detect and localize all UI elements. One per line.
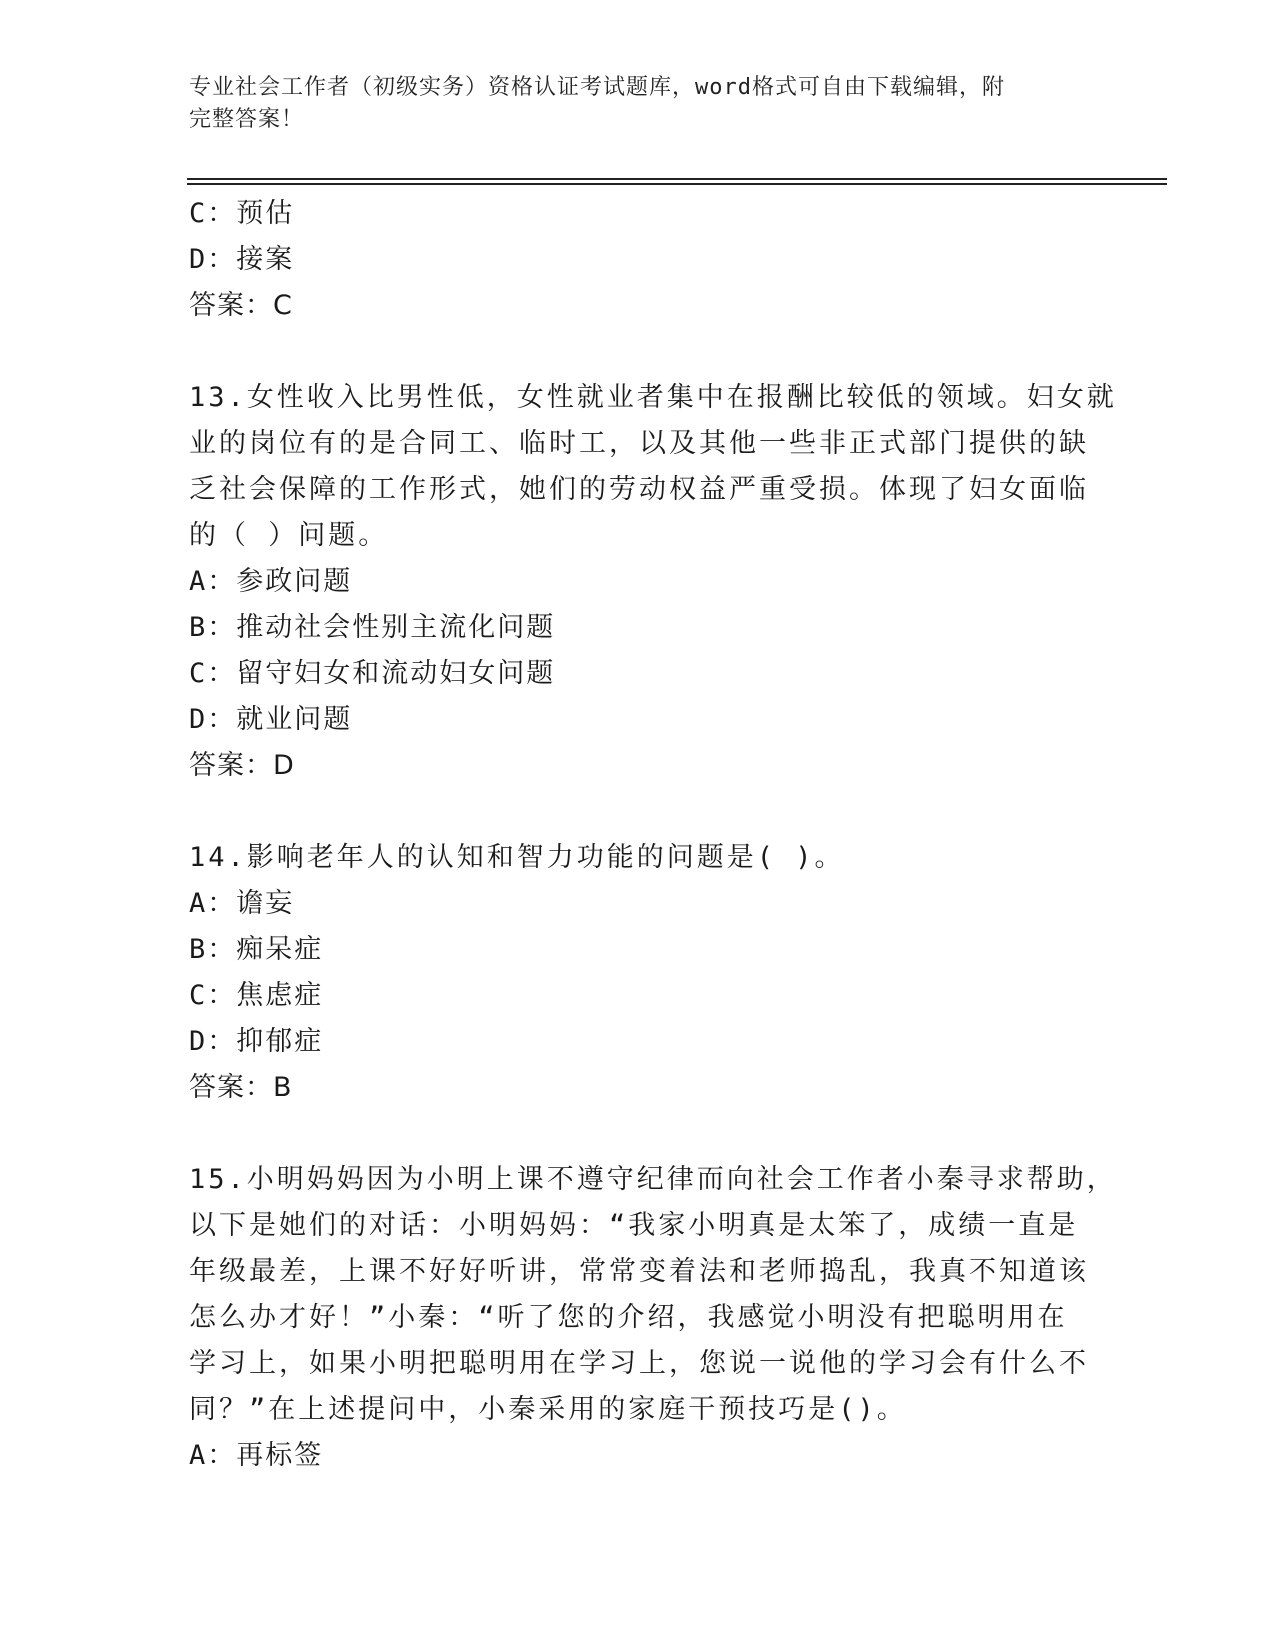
option-a: A：谵妄 [189,888,295,919]
spacer [189,789,1089,835]
option-c: C：留守妇女和流动妇女问题 [189,658,556,689]
question-15 [189,1157,1117,1479]
question-line: 业的岗位有的是合同工、临时工，以及其他一些非正式部门提供的缺 [189,428,1089,459]
question-line: 怎么办才好！”小秦：“听了您的介绍，我感觉小明没有把聪明用在 [189,1302,1068,1333]
option-b: B：痴呆症 [189,934,324,965]
header-divider-bottom [187,183,1167,185]
question-line: 以下是她们的对话：小明妈妈：“我家小明真是太笨了，成绩一直是 [189,1210,1079,1241]
question-text [189,1157,1117,1433]
option-b: B：推动社会性别主流化问题 [189,612,556,643]
option-a: A：参政问题 [189,566,353,597]
answer-line: 答案：B [189,1072,293,1103]
question-13 [189,375,1117,789]
question-text [189,375,1117,559]
header-divider-top [187,178,1167,180]
question-line: 13.女性收入比男性低，女性就业者集中在报酬比较低的领域。妇女就 [189,382,1117,413]
question-12 [189,191,1089,329]
question-line: 15.小明妈妈因为小明上课不遵守纪律而向社会工作者小秦寻求帮助， [189,1164,1117,1195]
option-d: D：抑郁症 [189,1026,324,1057]
question-line: 学习上，如果小明把聪明用在学习上，您说一说他的学习会有什么不 [189,1348,1089,1379]
page-header [189,72,1069,136]
header-line-2: 完整答案！ [189,107,305,132]
question-line: 的（ ）问题。 [189,520,389,551]
question-text [189,835,1089,881]
header-line-1: 专业社会工作者（初级实务）资格认证考试题库，word格式可自由下载编辑，附 [189,75,1005,100]
option-a: A：再标签 [189,1440,324,1471]
question-14 [189,835,1089,1111]
spacer [189,1111,1089,1157]
question-line: 同？”在上述提问中，小秦采用的家庭干预技巧是()。 [189,1394,907,1425]
question-line: 年级最差，上课不好好听讲，常常变着法和老师捣乱，我真不知道该 [189,1256,1089,1287]
option-c: C：预估 [189,198,295,229]
answer-line: 答案：C [189,290,293,321]
spacer [189,329,1089,375]
option-d: D：就业问题 [189,704,353,735]
question-line: 乏社会保障的工作形式，她们的劳动权益严重受损。体现了妇女面临 [189,474,1089,505]
option-c: C：焦虑症 [189,980,324,1011]
question-line: 14.影响老年人的认知和智力功能的问题是( )。 [189,842,845,873]
question-list [189,191,1117,1479]
option-d: D：接案 [189,244,295,275]
answer-line: 答案：D [189,750,295,781]
